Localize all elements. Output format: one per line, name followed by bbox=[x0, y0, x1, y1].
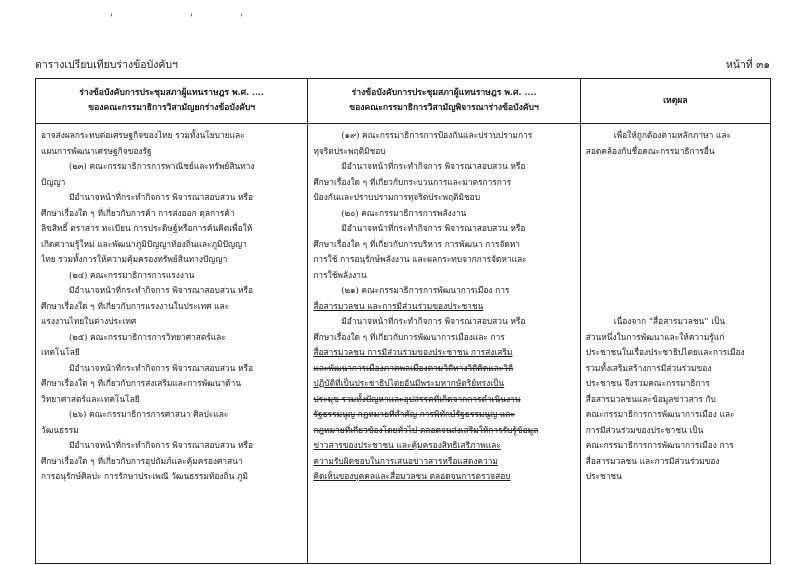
struck-text-line: ประมุข รวมทั้งปัญหาและอุปสรรคที่เกิดจากการดำเนินงาน bbox=[313, 393, 521, 404]
reason-line: ประชาชนในเรื่องประชาธิปไตยและการเมือง bbox=[585, 347, 745, 357]
comparison-table bbox=[35, 78, 771, 564]
struck-text-line: และพัฒนาการเมืองภาคพลเมืองตามวิถีทางวิถีคิดและวิถี bbox=[313, 362, 514, 373]
text-line: มีอำนาจหน้าที่กระทำกิจการ พิจารณาสอบสวน หรือ bbox=[69, 192, 254, 202]
column-header-line: ร่างข้อบังคับการประชุมสภาผู้แทนราษฎร พ.ศ. .... bbox=[351, 88, 537, 98]
struck-text-line: กฎหมายที่เกี่ยวข้องโดยทั่วไป ตลอดจนส่งเสริมให้การรับรู้ข้อมูล bbox=[313, 424, 539, 435]
scan-speck: ' bbox=[110, 13, 113, 24]
running-header bbox=[35, 56, 770, 72]
text-line: มีอำนาจหน้าที่กระทำกิจการ พิจารณาสอบสวน หรือ bbox=[341, 161, 526, 171]
text-line: ความรับผิดชอบในการเสนอข่าวสารหรือแสดงความ bbox=[313, 455, 498, 466]
reason-line: เนื่องจาก “สื่อสารมวลชน” เป็น bbox=[613, 316, 726, 326]
text-line: ศึกษาเรื่องใด ๆ ที่เกี่ยวกับการค้า การส่งออก ดุลการค้า bbox=[41, 207, 235, 218]
text-line: มีอำนาจหน้าที่กระทำกิจการ พิจารณาสอบสวน หรือ bbox=[69, 285, 254, 295]
text-line: อาจส่งผลกระทบต่อเศรษฐกิจของไทย รวมทั้งนโยบายและ bbox=[41, 130, 245, 140]
text-line: ลิขสิทธิ์ ตราสาร ทะเบียน การประดิษฐ์หรือการค้นคิดเพื่อให้ bbox=[41, 223, 253, 233]
text-line: การใช้พลังงาน bbox=[313, 269, 367, 280]
text-line: ป้องกันและปราบปรามการทุจริตประพฤติมิชอบ bbox=[313, 192, 481, 202]
text-line: แรงงานไทยในต่างประเทศ bbox=[41, 316, 137, 326]
text-line: ทุจริตประพฤติมิชอบ bbox=[313, 145, 386, 156]
text-line: แผนการพัฒนาเศรษฐกิจของรัฐ bbox=[41, 145, 152, 156]
struck-text-line: รัฐธรรมนูญ กฎหมายที่สำคัญ การพิทักษ์รัฐธรรมนูญ และ bbox=[313, 409, 515, 419]
column-header-line: เหตุผล bbox=[663, 95, 688, 106]
reason-line: ประชาชน จึงรวมคณะกรรมาธิการ bbox=[585, 378, 710, 388]
column-header-review-draft bbox=[308, 79, 580, 124]
text-line: ศึกษาเรื่องใด ๆ ที่เกี่ยวกับการพัฒนาการเมืองและ การ bbox=[313, 331, 505, 342]
text-line: ปัญญา bbox=[41, 176, 66, 187]
text-line: ศึกษาเรื่องใด ๆ ที่เกี่ยวกับการส่งเสริมและการพัฒนาด้าน bbox=[41, 378, 242, 388]
reason-line: สื่อสารมวลชน และการมีส่วนร่วมของ bbox=[585, 455, 720, 466]
cell-committee-draft bbox=[36, 124, 308, 564]
text-line: เกิดความรู้ใหม่ และพัฒนาภูมิปัญญาท้องถิ่นและภูมิปัญญา bbox=[41, 238, 247, 249]
text-line: (๒๑) คณะกรรมาธิการการพัฒนาการเมือง การ bbox=[341, 285, 510, 295]
text-line: การใช้ การอนุรักษ์พลังงาน และผลกระทบจากการจัดหาและ bbox=[313, 254, 527, 264]
column-header-reasons bbox=[580, 79, 770, 124]
text-line: วัฒนธรรม bbox=[41, 424, 79, 435]
text-line: (๒๕) คณะกรรมาธิการการวิทยาศาสตร์และ bbox=[69, 331, 226, 342]
column-header-line: ของคณะกรรมาธิการวิสามัญพิจารณาร่างข้อบังคับฯ bbox=[349, 103, 539, 113]
text-line: มีอำนาจหน้าที่กระทำกิจการ พิจารณาสอบสวน หรือ bbox=[341, 316, 526, 326]
table-row bbox=[36, 124, 771, 564]
text-line: คิดเห็นของบุคคลและสื่อมวลชน ตลอดจนการตรวจสอบ bbox=[313, 471, 511, 481]
text-line: มีอำนาจหน้าที่กระทำกิจการ พิจารณาสอบสวน หรือ bbox=[341, 223, 526, 233]
text-line: สื่อสารมวลชน การมีส่วนร่วมของประชาชน การส่งเสริม bbox=[313, 347, 513, 357]
text-line: (๑๙) คณะกรรมาธิการการป้องกันและปราบปรามการ bbox=[341, 130, 533, 140]
cell-reasons bbox=[580, 124, 770, 564]
text-line: ศึกษาเรื่องใด ๆ ที่เกี่ยวกับการแรงงานในประเทศ และ bbox=[41, 300, 230, 311]
reason-line: การมีส่วนร่วมของประชาชน เป็น bbox=[585, 424, 704, 435]
cell-review-draft bbox=[308, 124, 580, 564]
text-line: การอนุรักษ์ศิลปะ การรักษาประเพณี วัฒนธรรมท้องถิ่น ภูมิ bbox=[41, 471, 248, 481]
reason-line: ส่วนหนึ่งในการพัฒนาและให้ความรู้แก่ bbox=[585, 331, 725, 342]
text-line: ศึกษาเรื่องใด ๆ ที่เกี่ยวกับกระบวนการและมาตรการการ bbox=[313, 176, 512, 187]
reason-line: ประชาชน bbox=[585, 471, 622, 481]
text-line: (๒๖) คณะกรรมาธิการการศาสนา ศิลปะและ bbox=[69, 409, 229, 419]
reason-line: สอดคล้องกับชื่อคณะกรรมาธิการอื่น bbox=[585, 145, 715, 156]
reason-line: รวมทั้งเสริมสร้างการมีส่วนร่วมของ bbox=[585, 362, 712, 373]
text-line: (๒๐) คณะกรรมาธิการการพลังงาน bbox=[341, 207, 467, 218]
reason-line: สื่อสารมวลชนและข้อมูลข่าวสาร กับ bbox=[585, 393, 716, 404]
text-line: (๒๔) คณะกรรมาธิการการแรงงาน bbox=[69, 269, 195, 280]
page-number: หน้าที่ ๓๑ bbox=[725, 59, 770, 71]
text-line: มีอำนาจหน้าที่กระทำกิจการ พิจารณาสอบสวน หรือ bbox=[69, 362, 254, 373]
reason-line: คณะกรรมาธิการการพัฒนาการเมือง การ bbox=[585, 440, 734, 450]
text-line: ปฏิบัติที่เป็นประชาธิปไตยอันมีพระมหากษัตริย์ทรงเป็น bbox=[313, 378, 505, 388]
text-line: ข่าวสารของประชาชน และคุ้มครองสิทธิเสรีภาพและ bbox=[313, 440, 501, 450]
text-line: สื่อสารมวลชน และการมีส่วนร่วมของประชาชน bbox=[313, 300, 484, 311]
text-line: (๒๓) คณะกรรมาธิการการพาณิชย์และทรัพย์สินทาง bbox=[69, 161, 255, 171]
column-header-line: ร่างข้อบังคับการประชุมสภาผู้แทนราษฎร พ.ศ. .... bbox=[79, 88, 265, 98]
text-line: วิทยาศาสตร์และเทคโนโลยี bbox=[41, 393, 140, 404]
text-line: ไทย รวมทั้งการให้ความคุ้มครองทรัพย์สินทางปัญญา bbox=[41, 254, 228, 264]
text-line: เทคโนโลยี bbox=[41, 347, 80, 357]
text-line: ศึกษาเรื่องใด ๆ ที่เกี่ยวกับการอุปถัมภ์และคุ้มครองศาสนา bbox=[41, 455, 243, 466]
text-line: มีอำนาจหน้าที่กระทำกิจการ พิจารณาสอบสวน หรือ bbox=[69, 440, 254, 450]
table-header-row bbox=[36, 79, 771, 124]
scan-speck: ' bbox=[190, 13, 193, 24]
document-title: ตารางเปรียบเทียบร่างข้อบังคับฯ bbox=[35, 59, 178, 71]
text-line: ศึกษาเรื่องใด ๆ ที่เกี่ยวกับการบริหาร การพัฒนา การจัดหา bbox=[313, 238, 521, 249]
column-header-committee-draft bbox=[36, 79, 308, 124]
column-header-line: ของคณะกรรมาธิการวิสามัญยกร่างข้อบังคับฯ bbox=[88, 103, 256, 113]
scan-specks bbox=[0, 14, 800, 24]
scan-speck: ' bbox=[240, 13, 243, 24]
reason-line: คณะกรรมาธิการการพัฒนาการเมือง และ bbox=[585, 409, 735, 419]
reason-line: เพื่อให้ถูกต้องตามหลักภาษา และ bbox=[613, 130, 731, 140]
